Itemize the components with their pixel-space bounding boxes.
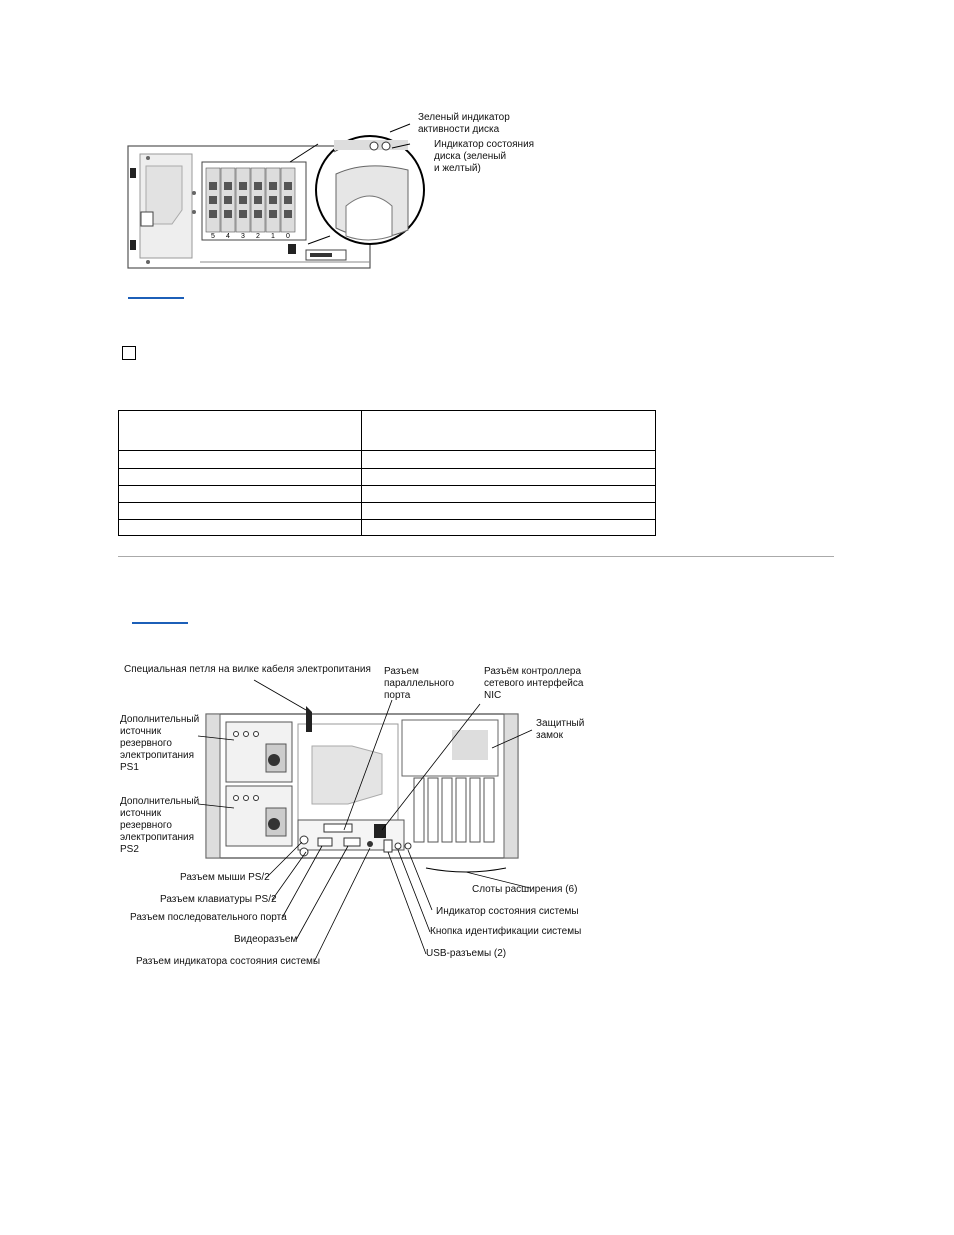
callout-nic-2: сетевого интерфейса xyxy=(484,678,584,689)
callout-activity-line2: активности диска xyxy=(418,124,500,135)
callout-system-status: Индикатор состояния системы xyxy=(436,906,579,917)
callout-keyboard: Разъем клавиатуры PS/2 xyxy=(160,894,277,905)
callout-ps1-1: Дополнительный xyxy=(120,714,200,725)
callout-status-line3: и желтый) xyxy=(434,163,481,174)
bay-number-label: 3 xyxy=(241,233,245,240)
callout-sys-ind-connector: Разъем индикатора состояния системы xyxy=(136,956,321,967)
callout-status-line2: диска (зеленый xyxy=(434,151,507,162)
callout-ps1-5: PS1 xyxy=(120,762,139,773)
callout-ps1-3: резервного xyxy=(120,738,172,749)
callout-ps1-2: источник xyxy=(120,726,162,737)
callout-ps2-2: источник xyxy=(120,808,162,819)
callout-lock-1: Защитный xyxy=(536,718,585,729)
callout-id-button: Кнопка идентификации системы xyxy=(430,926,582,937)
callout-parallel-1: Разъем xyxy=(384,666,419,677)
bay-number-label: 2 xyxy=(256,233,260,240)
callout-ps2-5: PS2 xyxy=(120,844,139,855)
callout-ps1-4: электропитания xyxy=(120,750,195,761)
callout-mouse: Разъем мыши PS/2 xyxy=(180,872,270,883)
bay-number-label: 1 xyxy=(271,233,275,240)
callout-status-line1: Индикатор состояния xyxy=(434,139,535,150)
callout-serial: Разъем последовательного порта xyxy=(130,912,287,923)
callout-activity-line1: Зеленый индикатор xyxy=(418,112,510,123)
callout-parallel-2: параллельного xyxy=(384,678,455,689)
callout-parallel-3: порта xyxy=(384,690,411,701)
callout-nic-1: Разъём контроллера xyxy=(484,666,582,677)
callout-usb: USB-разъемы (2) xyxy=(426,948,507,959)
callout-nic-3: NIC xyxy=(484,690,502,701)
callout-ps2-3: резервного xyxy=(120,820,172,831)
callout-video: Видеоразъем xyxy=(234,934,298,945)
callout-expansion-slots: Слоты расширения (6) xyxy=(472,884,578,895)
bay-number-label: 4 xyxy=(226,233,230,240)
callout-ps2-1: Дополнительный xyxy=(120,796,200,807)
bay-number-label: 0 xyxy=(286,233,290,240)
callout-power-loop: Специальная петля на вилке кабеля электропитания xyxy=(124,664,371,675)
bay-number-label: 5 xyxy=(211,233,215,240)
callout-lock-2: замок xyxy=(536,730,563,741)
callout-ps2-4: электропитания xyxy=(120,832,195,843)
